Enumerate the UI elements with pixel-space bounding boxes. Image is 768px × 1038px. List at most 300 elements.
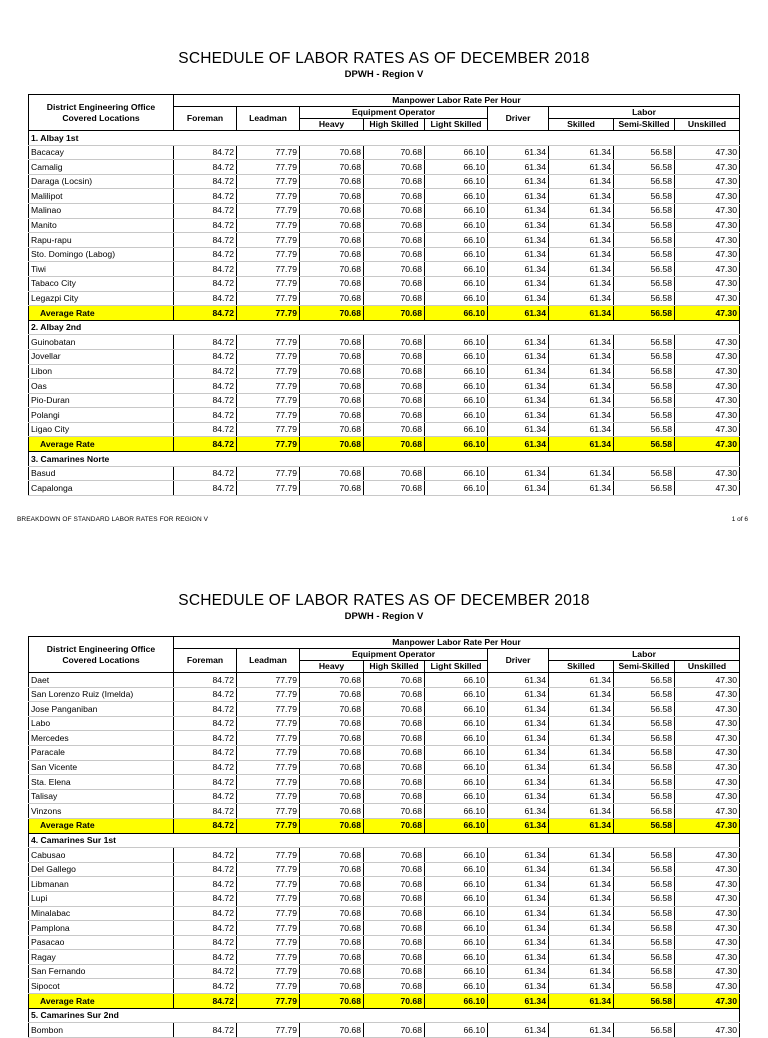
rate-cell: 77.79 <box>237 906 300 921</box>
rate-cell: 70.68 <box>364 203 425 218</box>
rate-cell: 84.72 <box>174 203 237 218</box>
driver-header: Driver <box>488 649 549 673</box>
rate-cell: 84.72 <box>174 979 237 994</box>
unskilled-header: Unskilled <box>675 661 740 673</box>
rate-cell: 66.10 <box>425 979 488 994</box>
office-header: District Engineering Office Covered Locations <box>29 637 174 673</box>
rate-cell: 61.34 <box>549 335 614 350</box>
rate-cell: 66.10 <box>425 291 488 306</box>
rate-cell: 61.34 <box>549 1023 614 1038</box>
table-row <box>29 789 740 804</box>
rate-cell: 47.30 <box>675 335 740 350</box>
rates-body <box>29 673 740 1038</box>
location-name: Rapu-rapu <box>29 233 174 248</box>
rate-cell: 56.58 <box>614 408 675 423</box>
rate-cell: 70.68 <box>300 687 364 702</box>
rate-cell: 47.30 <box>675 422 740 437</box>
table-row <box>29 189 740 204</box>
rate-cell: 77.79 <box>237 935 300 950</box>
rate-cell: 70.68 <box>300 1023 364 1038</box>
rate-cell: 61.34 <box>488 422 549 437</box>
rate-cell: 61.34 <box>549 276 614 291</box>
section-title: 5. Camarines Sur 2nd <box>29 1008 740 1023</box>
equipment-operator-header: Equipment Operator <box>300 107 488 119</box>
rate-cell: 66.10 <box>425 437 488 452</box>
table-row <box>29 145 740 160</box>
rate-cell: 61.34 <box>488 775 549 790</box>
rate-cell: 61.34 <box>488 716 549 731</box>
rate-cell: 61.34 <box>549 818 614 833</box>
rate-cell: 70.68 <box>300 877 364 892</box>
rate-cell: 61.34 <box>549 393 614 408</box>
table-row <box>29 203 740 218</box>
location-name: Tiwi <box>29 262 174 277</box>
rate-cell: 70.68 <box>300 422 364 437</box>
rate-cell: 77.79 <box>237 804 300 819</box>
rate-cell: 66.10 <box>425 848 488 863</box>
rate-cell: 66.10 <box>425 247 488 262</box>
rate-cell: 84.72 <box>174 950 237 965</box>
location-name: Tabaco City <box>29 276 174 291</box>
rate-cell: 61.34 <box>488 848 549 863</box>
rate-cell: 70.68 <box>364 789 425 804</box>
rate-cell: 61.34 <box>549 716 614 731</box>
rate-cell: 70.68 <box>364 687 425 702</box>
location-name: Polangi <box>29 408 174 423</box>
rate-cell: 84.72 <box>174 189 237 204</box>
rate-cell: 70.68 <box>364 702 425 717</box>
heavy-header: Heavy <box>300 119 364 131</box>
rate-cell: 56.58 <box>614 818 675 833</box>
section-title: 2. Albay 2nd <box>29 320 740 335</box>
rate-cell: 61.34 <box>549 906 614 921</box>
table-row <box>29 1023 740 1038</box>
rate-cell: 56.58 <box>614 760 675 775</box>
foreman-header: Foreman <box>174 649 237 673</box>
rate-cell: 66.10 <box>425 349 488 364</box>
rate-cell: 70.68 <box>364 437 425 452</box>
rate-cell: 56.58 <box>614 964 675 979</box>
driver-header: Driver <box>488 107 549 131</box>
rate-cell: 47.30 <box>675 673 740 688</box>
labor-rates-table <box>28 636 740 1038</box>
location-name: Sipocot <box>29 979 174 994</box>
rate-cell: 56.58 <box>614 921 675 936</box>
rate-cell: 77.79 <box>237 775 300 790</box>
location-name: Bombon <box>29 1023 174 1038</box>
rate-cell: 70.68 <box>300 789 364 804</box>
rate-cell: 61.34 <box>488 994 549 1009</box>
average-label: Average Rate <box>29 818 174 833</box>
rate-cell: 70.68 <box>364 716 425 731</box>
rate-cell: 66.10 <box>425 174 488 189</box>
rate-cell: 77.79 <box>237 891 300 906</box>
rate-cell: 70.68 <box>364 364 425 379</box>
rate-cell: 56.58 <box>614 673 675 688</box>
table-row <box>29 921 740 936</box>
location-name: Guinobatan <box>29 335 174 350</box>
rate-cell: 61.34 <box>488 203 549 218</box>
rate-cell: 61.34 <box>549 145 614 160</box>
rate-cell: 84.72 <box>174 291 237 306</box>
rate-cell: 61.34 <box>488 364 549 379</box>
rate-cell: 70.68 <box>364 481 425 496</box>
rate-cell: 61.34 <box>488 877 549 892</box>
rate-cell: 77.79 <box>237 393 300 408</box>
labor-rates-table <box>28 94 740 496</box>
rate-cell: 70.68 <box>364 189 425 204</box>
rate-cell: 61.34 <box>488 466 549 481</box>
rate-cell: 61.34 <box>488 745 549 760</box>
rate-cell: 61.34 <box>488 891 549 906</box>
rate-cell: 47.30 <box>675 687 740 702</box>
rate-cell: 56.58 <box>614 364 675 379</box>
location-name: Talisay <box>29 789 174 804</box>
rate-cell: 47.30 <box>675 789 740 804</box>
rate-cell: 70.68 <box>364 174 425 189</box>
rate-cell: 47.30 <box>675 818 740 833</box>
location-name: Basud <box>29 466 174 481</box>
location-name: Bacacay <box>29 145 174 160</box>
rate-cell: 61.34 <box>549 379 614 394</box>
table-row <box>29 174 740 189</box>
rate-cell: 47.30 <box>675 804 740 819</box>
rate-cell: 70.68 <box>300 247 364 262</box>
rate-cell: 66.10 <box>425 891 488 906</box>
rate-cell: 61.34 <box>549 702 614 717</box>
rate-cell: 56.58 <box>614 906 675 921</box>
office-header: District Engineering Office Covered Locations <box>29 95 174 131</box>
rate-cell: 47.30 <box>675 379 740 394</box>
rate-cell: 70.68 <box>300 160 364 175</box>
location-name: Pio-Duran <box>29 393 174 408</box>
rate-cell: 61.34 <box>549 921 614 936</box>
rate-cell: 66.10 <box>425 466 488 481</box>
rate-cell: 84.72 <box>174 145 237 160</box>
rate-cell: 47.30 <box>675 921 740 936</box>
rate-cell: 61.34 <box>488 189 549 204</box>
rate-cell: 61.34 <box>549 408 614 423</box>
rate-cell: 77.79 <box>237 276 300 291</box>
skilled-header: Skilled <box>549 119 614 131</box>
location-name: Libmanan <box>29 877 174 892</box>
section-title: 4. Camarines Sur 1st <box>29 833 740 848</box>
table-row <box>29 848 740 863</box>
table-row <box>29 481 740 496</box>
rate-cell: 70.68 <box>300 393 364 408</box>
rates-body <box>29 131 740 496</box>
rate-cell: 56.58 <box>614 804 675 819</box>
rate-cell: 47.30 <box>675 160 740 175</box>
table-row <box>29 335 740 350</box>
rate-cell: 56.58 <box>614 789 675 804</box>
rate-cell: 47.30 <box>675 466 740 481</box>
rate-cell: 47.30 <box>675 950 740 965</box>
rate-cell: 70.68 <box>364 306 425 321</box>
rate-cell: 66.10 <box>425 862 488 877</box>
rate-cell: 56.58 <box>614 687 675 702</box>
location-name: Vinzons <box>29 804 174 819</box>
rate-cell: 70.68 <box>300 233 364 248</box>
table-row <box>29 422 740 437</box>
average-label: Average Rate <box>29 306 174 321</box>
rate-cell: 61.34 <box>549 862 614 877</box>
page-title: SCHEDULE OF LABOR RATES AS OF DECEMBER 2018 <box>178 592 590 609</box>
rate-cell: 77.79 <box>237 731 300 746</box>
rate-cell: 70.68 <box>364 247 425 262</box>
rate-cell: 84.72 <box>174 775 237 790</box>
rate-cell: 66.10 <box>425 364 488 379</box>
rate-cell: 47.30 <box>675 189 740 204</box>
rate-cell: 77.79 <box>237 687 300 702</box>
rate-cell: 84.72 <box>174 906 237 921</box>
rate-cell: 61.34 <box>488 335 549 350</box>
rate-cell: 47.30 <box>675 935 740 950</box>
rate-cell: 77.79 <box>237 964 300 979</box>
rate-cell: 47.30 <box>675 349 740 364</box>
rate-cell: 70.68 <box>364 466 425 481</box>
rate-cell: 47.30 <box>675 1023 740 1038</box>
rate-cell: 70.68 <box>364 935 425 950</box>
rate-cell: 77.79 <box>237 979 300 994</box>
rate-cell: 66.10 <box>425 189 488 204</box>
rate-cell: 70.68 <box>364 760 425 775</box>
rate-cell: 70.68 <box>300 145 364 160</box>
rate-cell: 77.79 <box>237 466 300 481</box>
rate-cell: 66.10 <box>425 687 488 702</box>
location-name: Paracale <box>29 745 174 760</box>
average-rate-row <box>29 994 740 1009</box>
location-name: Pamplona <box>29 921 174 936</box>
rate-cell: 61.34 <box>488 218 549 233</box>
rate-cell: 61.34 <box>488 906 549 921</box>
rate-cell: 77.79 <box>237 379 300 394</box>
rate-cell: 61.34 <box>549 481 614 496</box>
rate-cell: 66.10 <box>425 994 488 1009</box>
rate-cell: 47.30 <box>675 979 740 994</box>
rate-cell: 56.58 <box>614 481 675 496</box>
rate-cell: 84.72 <box>174 276 237 291</box>
rate-cell: 70.68 <box>300 994 364 1009</box>
rate-cell: 61.34 <box>488 731 549 746</box>
table-row <box>29 276 740 291</box>
rate-cell: 84.72 <box>174 306 237 321</box>
table-row <box>29 247 740 262</box>
rate-cell: 70.68 <box>364 393 425 408</box>
rate-cell: 84.72 <box>174 848 237 863</box>
rate-cell: 56.58 <box>614 262 675 277</box>
section-header-row <box>29 1008 740 1023</box>
rate-cell: 84.72 <box>174 877 237 892</box>
labor-header: Labor <box>549 649 740 661</box>
rate-cell: 84.72 <box>174 233 237 248</box>
rate-cell: 84.72 <box>174 789 237 804</box>
rate-cell: 56.58 <box>614 393 675 408</box>
rate-cell: 61.34 <box>488 979 549 994</box>
location-name: Sta. Elena <box>29 775 174 790</box>
rate-cell: 84.72 <box>174 393 237 408</box>
rate-cell: 77.79 <box>237 189 300 204</box>
rate-cell: 70.68 <box>300 760 364 775</box>
table-row <box>29 731 740 746</box>
rate-cell: 61.34 <box>488 1023 549 1038</box>
rate-cell: 70.68 <box>300 862 364 877</box>
rate-cell: 77.79 <box>237 262 300 277</box>
rate-cell: 70.68 <box>300 437 364 452</box>
rate-cell: 66.10 <box>425 877 488 892</box>
rate-cell: 61.34 <box>488 437 549 452</box>
rate-cell: 70.68 <box>364 1023 425 1038</box>
rate-cell: 70.68 <box>364 964 425 979</box>
rate-cell: 61.34 <box>549 848 614 863</box>
rate-cell: 84.72 <box>174 466 237 481</box>
rate-cell: 77.79 <box>237 481 300 496</box>
rate-cell: 56.58 <box>614 745 675 760</box>
table-row <box>29 233 740 248</box>
rate-cell: 61.34 <box>488 247 549 262</box>
rate-cell: 61.34 <box>549 364 614 379</box>
rate-cell: 70.68 <box>300 818 364 833</box>
high-skilled-header: High Skilled <box>364 661 425 673</box>
rate-cell: 77.79 <box>237 364 300 379</box>
rate-cell: 61.34 <box>549 437 614 452</box>
rate-cell: 70.68 <box>364 160 425 175</box>
rate-cell: 66.10 <box>425 203 488 218</box>
rate-cell: 84.72 <box>174 218 237 233</box>
rate-cell: 77.79 <box>237 437 300 452</box>
rate-cell: 70.68 <box>364 731 425 746</box>
rate-cell: 56.58 <box>614 218 675 233</box>
rate-cell: 70.68 <box>364 979 425 994</box>
rate-cell: 70.68 <box>300 731 364 746</box>
rate-cell: 66.10 <box>425 393 488 408</box>
rate-cell: 84.72 <box>174 921 237 936</box>
rate-cell: 84.72 <box>174 349 237 364</box>
rate-cell: 84.72 <box>174 247 237 262</box>
table-row <box>29 877 740 892</box>
rate-cell: 47.30 <box>675 731 740 746</box>
rate-cell: 56.58 <box>614 349 675 364</box>
table-row <box>29 964 740 979</box>
rate-cell: 84.72 <box>174 262 237 277</box>
location-name: Jovellar <box>29 349 174 364</box>
table-row <box>29 466 740 481</box>
rate-cell: 61.34 <box>488 789 549 804</box>
rate-cell: 61.34 <box>549 262 614 277</box>
rate-cell: 56.58 <box>614 848 675 863</box>
rate-cell: 56.58 <box>614 1023 675 1038</box>
rate-cell: 47.30 <box>675 291 740 306</box>
rate-cell: 47.30 <box>675 702 740 717</box>
rate-cell: 77.79 <box>237 349 300 364</box>
rate-cell: 56.58 <box>614 306 675 321</box>
rate-cell: 66.10 <box>425 673 488 688</box>
rate-cell: 66.10 <box>425 760 488 775</box>
rate-cell: 66.10 <box>425 716 488 731</box>
rate-cell: 61.34 <box>549 247 614 262</box>
rate-cell: 61.34 <box>549 760 614 775</box>
rate-cell: 70.68 <box>364 891 425 906</box>
location-name: Cabusao <box>29 848 174 863</box>
rate-cell: 77.79 <box>237 950 300 965</box>
rate-cell: 84.72 <box>174 818 237 833</box>
rate-cell: 61.34 <box>549 964 614 979</box>
location-name: Lupi <box>29 891 174 906</box>
rate-cell: 77.79 <box>237 745 300 760</box>
rate-cell: 61.34 <box>488 349 549 364</box>
table-row <box>29 673 740 688</box>
rate-cell: 47.30 <box>675 437 740 452</box>
rate-cell: 66.10 <box>425 379 488 394</box>
rate-cell: 61.34 <box>549 422 614 437</box>
rate-cell: 77.79 <box>237 921 300 936</box>
rate-cell: 77.79 <box>237 818 300 833</box>
rate-cell: 66.10 <box>425 481 488 496</box>
rate-cell: 70.68 <box>364 276 425 291</box>
rate-cell: 56.58 <box>614 189 675 204</box>
rate-cell: 61.34 <box>549 935 614 950</box>
rate-cell: 61.34 <box>488 408 549 423</box>
rate-cell: 66.10 <box>425 935 488 950</box>
rate-cell: 66.10 <box>425 160 488 175</box>
rate-cell: 61.34 <box>549 789 614 804</box>
rate-cell: 84.72 <box>174 408 237 423</box>
rate-cell: 70.68 <box>364 906 425 921</box>
rate-cell: 77.79 <box>237 247 300 262</box>
rate-cell: 70.68 <box>364 848 425 863</box>
page-subtitle: DPWH - Region V <box>344 69 424 80</box>
table-row <box>29 891 740 906</box>
rate-cell: 47.30 <box>675 745 740 760</box>
rate-cell: 66.10 <box>425 422 488 437</box>
rate-cell: 47.30 <box>675 760 740 775</box>
rate-cell: 77.79 <box>237 702 300 717</box>
average-rate-row <box>29 306 740 321</box>
rate-cell: 77.79 <box>237 1023 300 1038</box>
rate-cell: 77.79 <box>237 408 300 423</box>
leadman-header: Leadman <box>237 649 300 673</box>
rate-cell: 84.72 <box>174 437 237 452</box>
rate-cell: 70.68 <box>364 262 425 277</box>
location-name: Camalig <box>29 160 174 175</box>
rate-cell: 47.30 <box>675 848 740 863</box>
rate-cell: 66.10 <box>425 262 488 277</box>
rate-cell: 70.68 <box>300 950 364 965</box>
location-name: San Vicente <box>29 760 174 775</box>
rate-cell: 61.34 <box>488 481 549 496</box>
rate-cell: 56.58 <box>614 291 675 306</box>
rate-cell: 66.10 <box>425 408 488 423</box>
table-row <box>29 349 740 364</box>
rate-cell: 70.68 <box>364 877 425 892</box>
rate-cell: 77.79 <box>237 789 300 804</box>
table-row <box>29 745 740 760</box>
rate-cell: 70.68 <box>300 306 364 321</box>
rate-cell: 47.30 <box>675 145 740 160</box>
rate-cell: 70.68 <box>300 349 364 364</box>
rate-cell: 66.10 <box>425 789 488 804</box>
location-name: Manito <box>29 218 174 233</box>
rate-cell: 56.58 <box>614 466 675 481</box>
rate-cell: 66.10 <box>425 731 488 746</box>
rate-cell: 70.68 <box>300 921 364 936</box>
rate-cell: 61.34 <box>488 174 549 189</box>
rate-cell: 56.58 <box>614 422 675 437</box>
rate-cell: 70.68 <box>364 145 425 160</box>
leadman-header: Leadman <box>237 107 300 131</box>
rate-cell: 66.10 <box>425 775 488 790</box>
rate-cell: 70.68 <box>364 233 425 248</box>
